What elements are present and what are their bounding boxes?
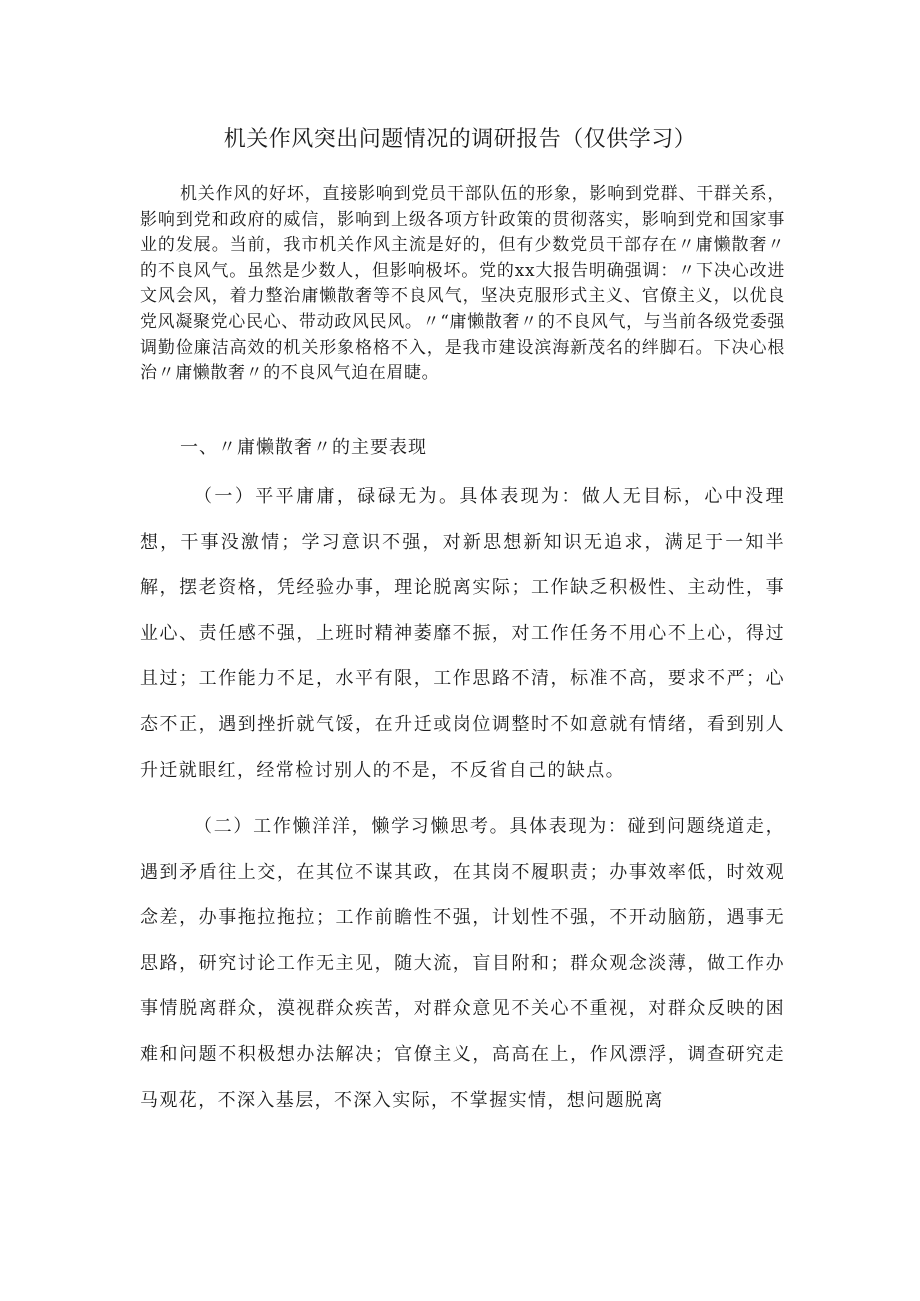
document-title: 机关作风突出问题情况的调研报告（仅供学习） — [223, 127, 697, 152]
body-paragraph-1: （一）平平庸庸，碌碌无为。具体表现为：做人无目标，心中没理想，干事没激情；学习意识不强，对新思想新知识无追求，满足于一知半解，摆老资格，凭经验办事，理论脱离实际；工作缺乏积极性、主动性，事业心、责任感不强，上班时精神萎靡不振，对工作任务不用心不上心，得过且过；工作能力不足，水平有限，工作思路不清，标准不高，要求不严；心态不正，遇到挫折就气馁，在升迁或岗位调整时不如意就有情绪，看到别人升迁就眼红，经常检讨别人的不是，不反省自己的缺点。 — [140, 486, 785, 781]
section-heading: 一、〃庸懒散奢〃的主要表现 — [180, 437, 427, 458]
intro-paragraph: 机关作风的好坏，直接影响到党员干部队伍的形象，影响到党群、干群关系，影响到党和政府的威信，影响到上级各项方针政策的贯彻落实，影响到党和国家事业的发展。当前，我市机关作风主流是好的，但有少数党员干部存在〃庸懒散奢〃的不良风气。虽然是少数人，但影响极坏。党的xx大报告明确强调：〃下决心改进文风会风，着力整治庸懒散奢等不良风气，坚决克服形式主义、官僚主义，以优良党风凝聚党心民心、带动政风民风。〃“庸懒散奢〃的不良风气，与当前各级党委强调勤俭廉洁高效的机关形象格格不入，是我市建设滨海新茂名的绊脚石。下决心根治〃庸懒散奢〃的不良风气迫在眉睫。 — [140, 184, 785, 384]
body-paragraph-2: （二）工作懒洋洋，懒学习懒思考。具体表现为：碰到问题绕道走，遇到矛盾往上交，在其位不谋其政，在其岗不履职责；办事效率低，时效观念差，办事拖拉拖拉；工作前瞻性不强，计划性不强，不开动脑筋，遇事无思路，研究讨论工作无主见，随大流，盲目附和；群众观念淡薄，做工作办事情脱离群众，漠视群众疾苦，对群众意见不关心不重视，对群众反映的困难和问题不积极想办法解决；官僚主义，高高在上，作风漂浮，调查研究走马观花，不深入基层，不深入实际，不掌握实情，想问题脱离 — [140, 816, 785, 1111]
